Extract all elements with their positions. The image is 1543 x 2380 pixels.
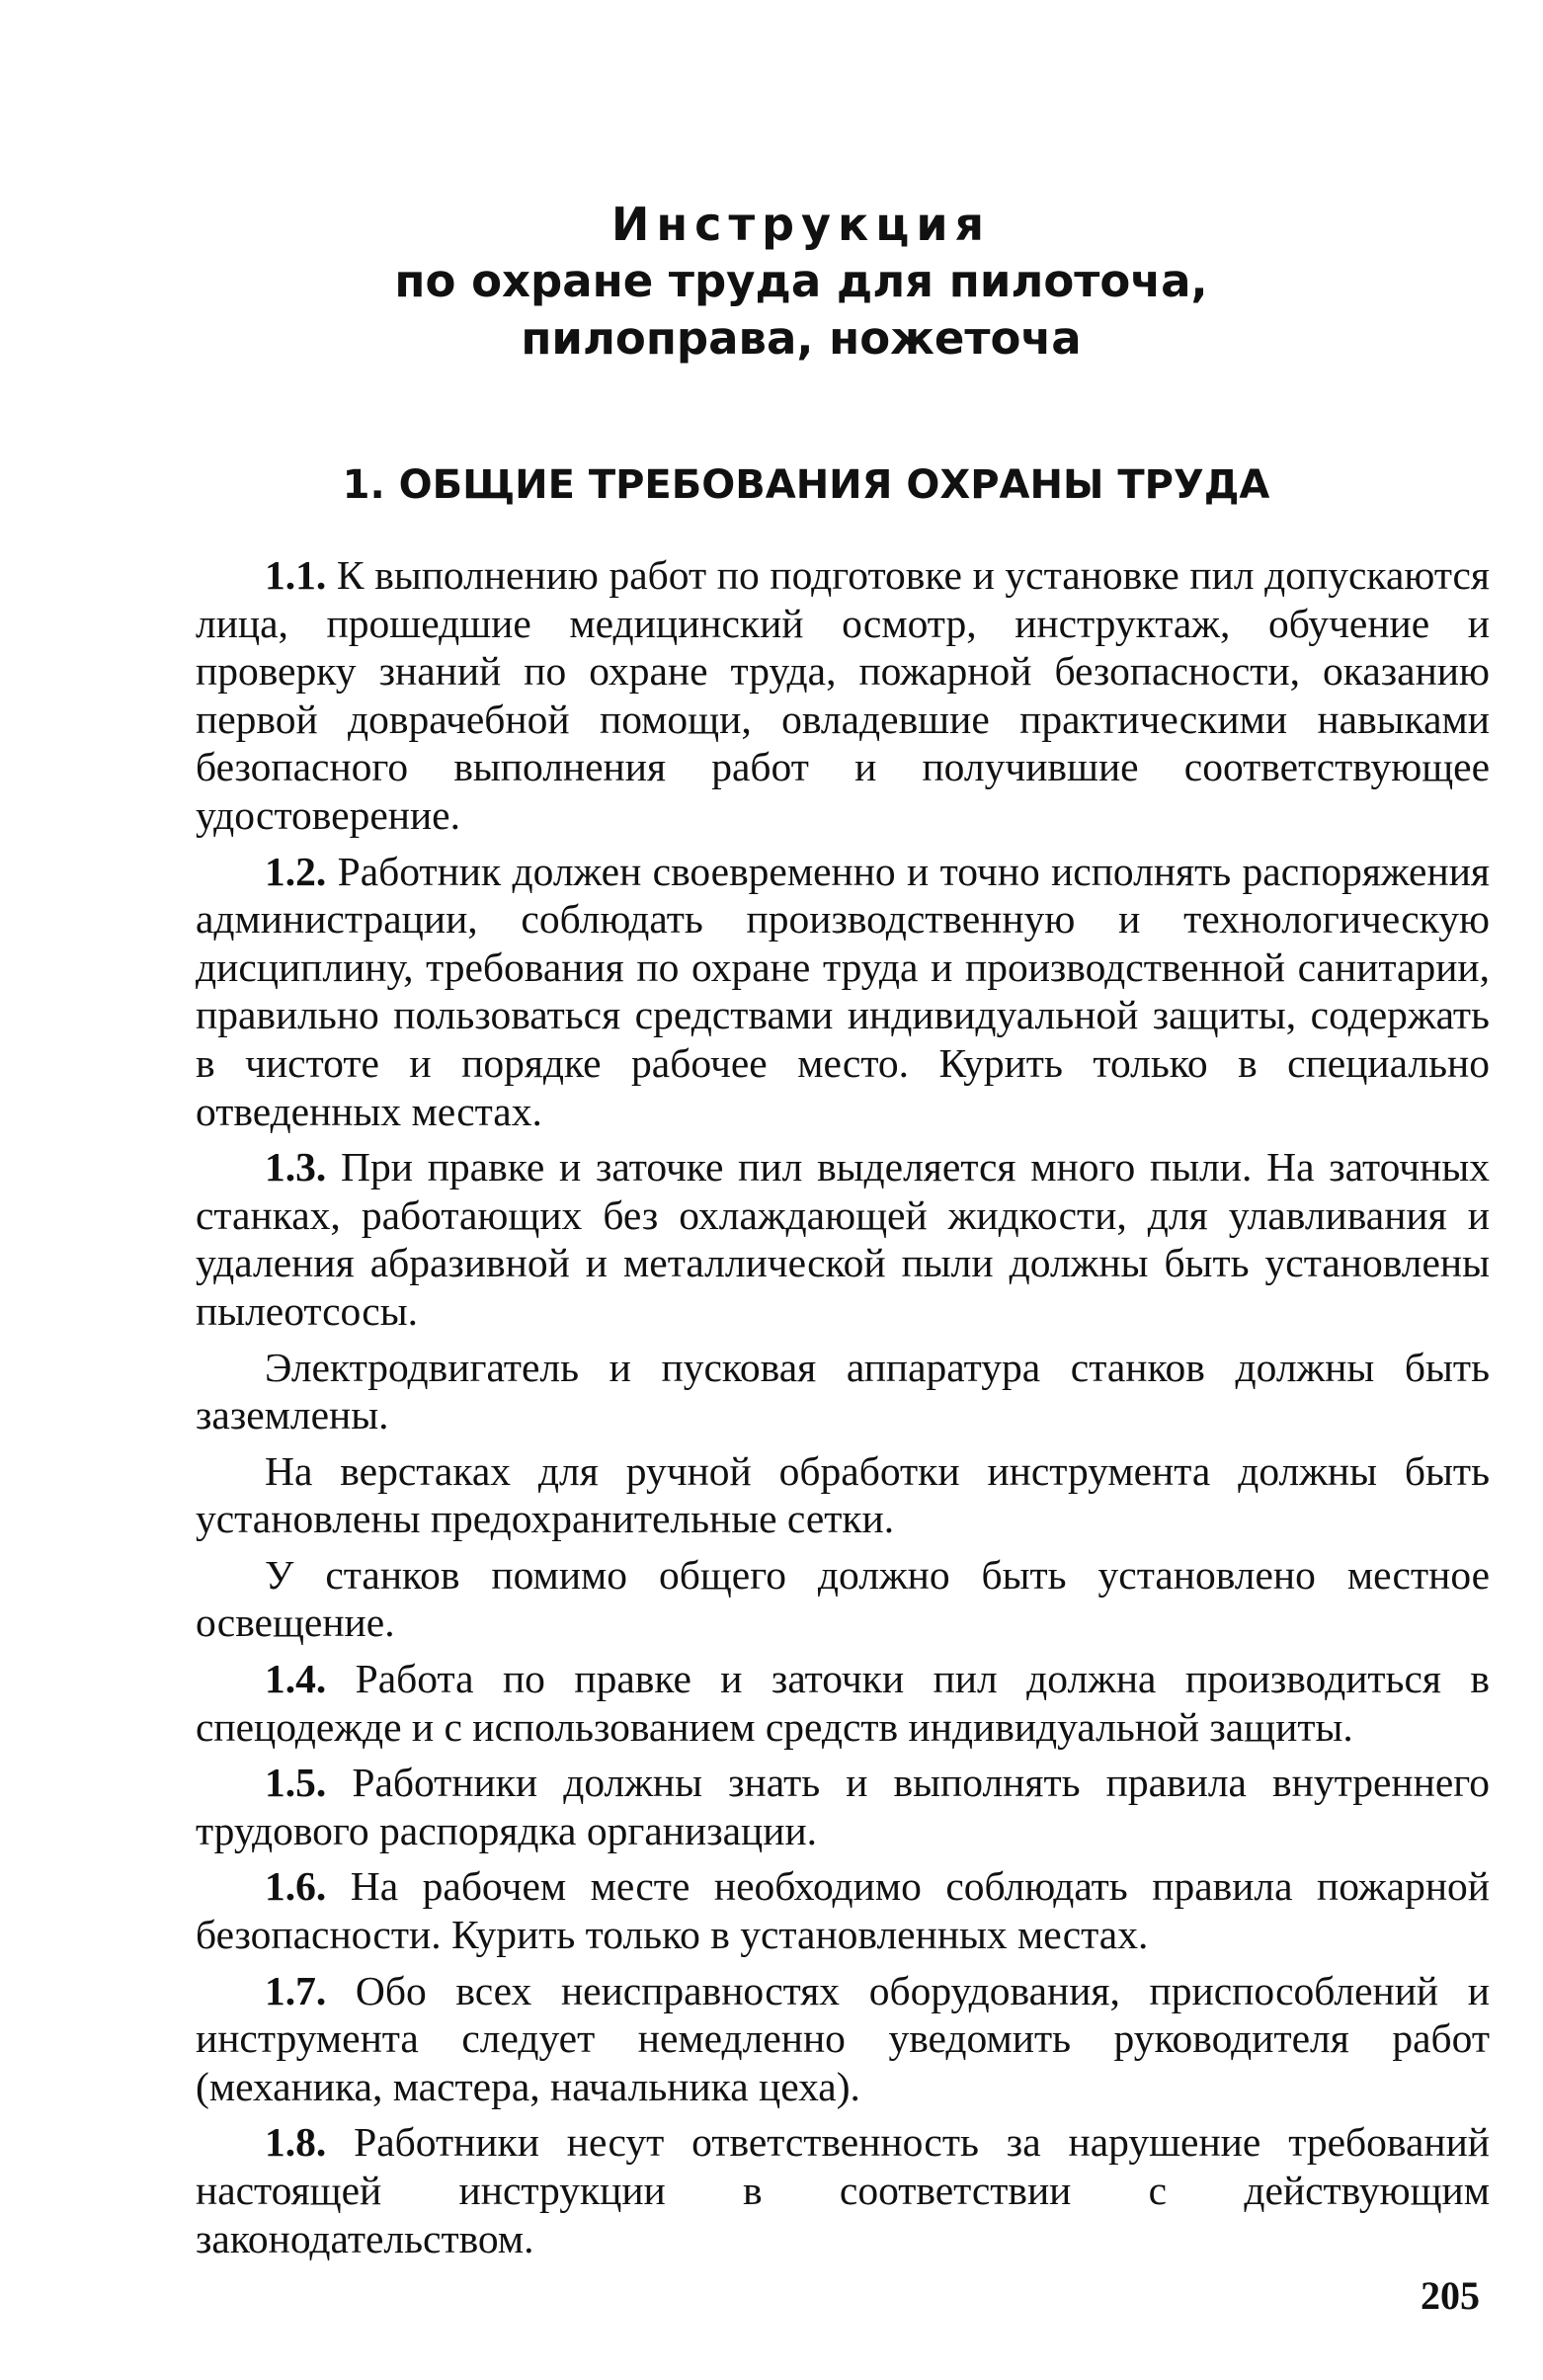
- paragraph-number: 1.8.: [265, 2119, 327, 2166]
- paragraph-number: 1.5.: [265, 1760, 327, 1806]
- paragraph-text: На рабочем месте необходимо соблюдать правила пожарной безопасности. Курить только в установленных местах.: [196, 1863, 1490, 1958]
- paragraph-1-8: [196, 2118, 1490, 2262]
- paragraph-1-3-a: [196, 1344, 1490, 1439]
- section-heading: 1. ОБЩИЕ ТРЕБОВАНИЯ ОХРАНЫ ТРУДА: [342, 462, 1270, 508]
- paragraph-number: 1.1.: [265, 552, 327, 598]
- paragraph-text: У станков помимо общего должно быть установлено местное освещение.: [196, 1551, 1490, 1646]
- paragraph-text: К выполнению работ по подготовке и установке пил допускаются лица, прошедшие медицинский осмотр, инструктаж, обучение и проверку знаний по охране труда, пожарной безопасности, оказанию первой доврачебной помощи, овладевшие практическими навыками безопасного выполнения работ и получившие соответствующее удостоверение.: [196, 552, 1490, 838]
- paragraph-1-1: [196, 551, 1490, 840]
- paragraph-number: 1.6.: [265, 1863, 327, 1910]
- body-text: [196, 551, 1490, 2270]
- paragraph-1-4: [196, 1655, 1490, 1751]
- paragraph-number: 1.2.: [265, 848, 327, 894]
- paragraph-number: 1.3.: [265, 1144, 327, 1190]
- paragraph-text: Обо всех неисправностях оборудования, приспособлений и инструмента следует немедленно уведомить руководителя работ (механика, мастера, начальника цеха).: [196, 1967, 1490, 2109]
- paragraph-text: Работа по правке и заточки пил должна производиться в спецодежде и с использованием средств индивидуальной защиты.: [196, 1656, 1490, 1750]
- paragraph-text: Работники несут ответственность за нарушение требований настоящей инструкции в соответствии с действующим законодательством.: [196, 2119, 1490, 2261]
- paragraph-1-3-c: [196, 1551, 1490, 1647]
- title-line-1: Инструкция: [610, 198, 992, 251]
- paragraph-number: 1.7.: [265, 1967, 327, 2013]
- paragraph-text: Работники должны знать и выполнять правила внутреннего трудового распорядка организации.: [196, 1760, 1490, 1853]
- document-title: [0, 196, 1543, 368]
- paragraph-1-6: [196, 1862, 1490, 1958]
- title-line-2: по охране труда для пилоточа,: [394, 255, 1208, 307]
- paragraph-text: На верстаках для ручной обработки инструмента должны быть установлены предохранительные сетки.: [196, 1447, 1490, 1542]
- paragraph-1-3-b: [196, 1447, 1490, 1543]
- paragraph-number: 1.4.: [265, 1656, 327, 1702]
- paragraph-1-7: [196, 1967, 1490, 2111]
- paragraph-1-3: [196, 1143, 1490, 1335]
- page-number: 205: [1421, 2273, 1480, 2318]
- title-line-3: пилоправа, ножеточа: [521, 312, 1082, 365]
- paragraph-text: При правке и заточке пил выделяется много пыли. На заточных станках, работающих без охлаждающей жидкости, для улавливания и удаления абразивной и металлической пыли должны быть установлены пылеотсосы.: [196, 1144, 1490, 1334]
- paragraph-1-2: [196, 848, 1490, 1136]
- paragraph-1-5: [196, 1759, 1490, 1854]
- paragraph-text: Электродвигатель и пусковая аппаратура станков должны быть заземлены.: [196, 1344, 1490, 1438]
- paragraph-text: Работник должен своевременно и точно исполнять распоряжения администрации, соблюдать производственную и технологическую дисциплину, требования по охране труда и производственной санитарии, правильно пользоваться средствами индивидуальной защиты, содержать в чистоте и порядке рабочее место. Курить только в специально отведенных местах.: [196, 848, 1490, 1134]
